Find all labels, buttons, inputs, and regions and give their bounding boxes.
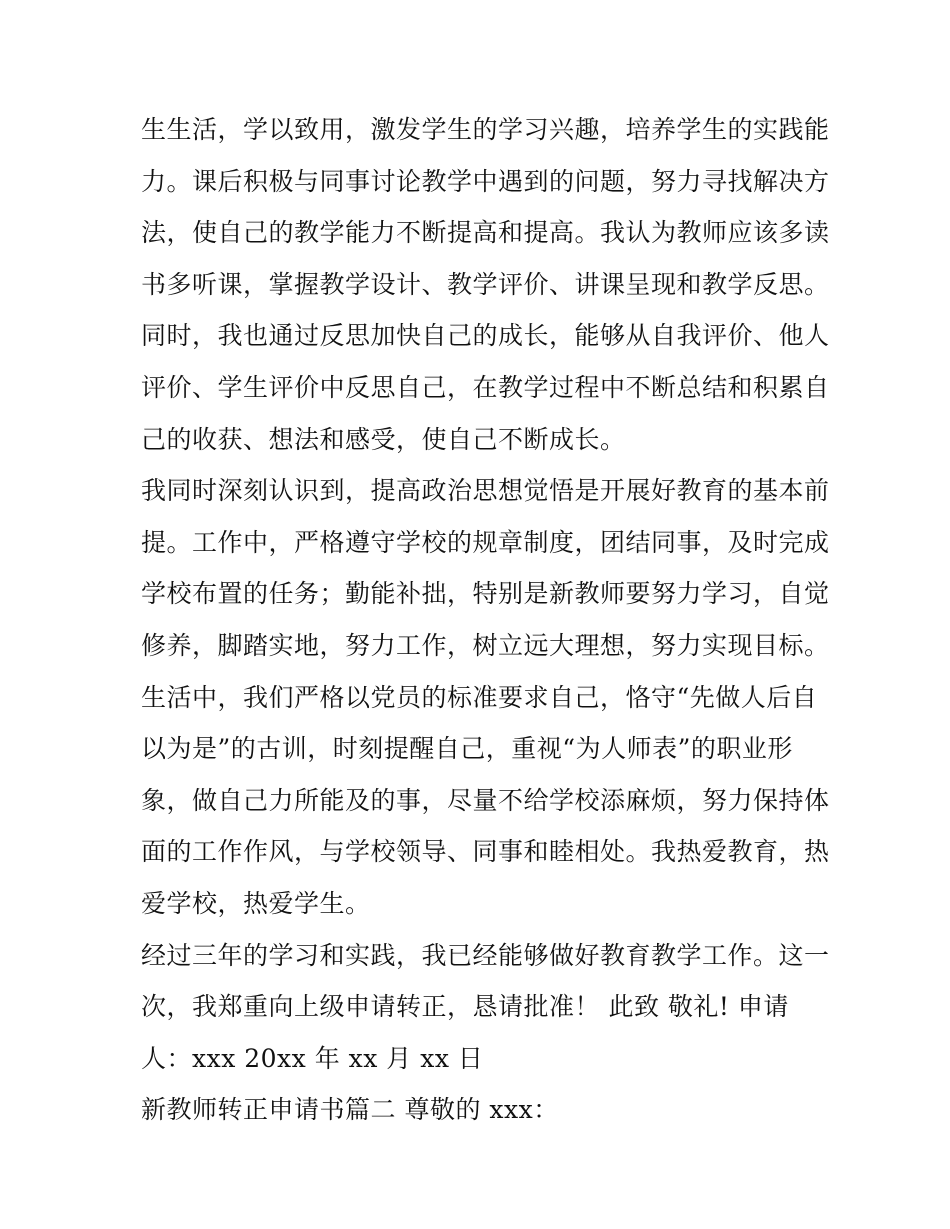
text-line-3: 法，使自己的教学能力不断提高和提高。我认为教师应该多读 (141, 218, 830, 248)
text-line-8: 我同时深刻认识到，提高政治思想觉悟是开展好教育的基本前 (141, 476, 830, 506)
text-line-12: 生活中，我们严格以党员的标准要求自己，恪守“先做人后自 (141, 682, 818, 712)
text-line-18: 次，我郑重向上级申请转正，恳请批准！ 此致 敬礼! 申请 (141, 992, 789, 1022)
text-line-4: 书多听课，掌握教学设计、教学评价、讲课呈现和教学反思。 (141, 269, 830, 299)
text-line-13: 以为是”的古训，时刻提醒自己，重视“为人师表”的职业形 (141, 734, 793, 764)
text-line-16: 爱学校，热爱学生。 (141, 888, 371, 918)
text-line-7: 己的收获、想法和感受，使自己不断成长。 (141, 424, 626, 454)
text-line-2: 力。课后积极与同事讨论教学中遇到的问题，努力寻找解决方 (141, 166, 830, 196)
text-line-11: 修养，脚踏实地，努力工作，树立远大理想，努力实现目标。 (141, 630, 830, 660)
text-line-5: 同时，我也通过反思加快自己的成长，能够从自我评价、他人 (141, 321, 830, 351)
text-line-10: 学校布置的任务；勤能补拙，特别是新教师要努力学习，自觉 (141, 579, 830, 609)
text-line-9: 提。工作中，严格遵守学校的规章制度，团结同事，及时完成 (141, 527, 830, 557)
document-body (141, 108, 830, 1140)
text-line-15: 面的工作作风，与学校领导、同事和睦相处。我热爱教育，热 (141, 837, 830, 867)
text-line-17: 经过三年的学习和实践，我已经能够做好教育教学工作。这一 (141, 940, 830, 970)
text-line-19: 人：xxx 20xx 年 xx 月 xx 日 (141, 1043, 484, 1073)
text-line-6: 评价、学生评价中反思自己，在教学过程中不断总结和积累自 (141, 372, 830, 402)
text-line-14: 象，做自己力所能及的事，尽量不给学校添麻烦，努力保持体 (141, 785, 830, 815)
text-line-1: 生生活，学以致用，激发学生的学习兴趣，培养学生的实践能 (141, 115, 830, 144)
text-line-20: 新教师转正申请书篇二 尊敬的 xxx： (141, 1095, 559, 1125)
